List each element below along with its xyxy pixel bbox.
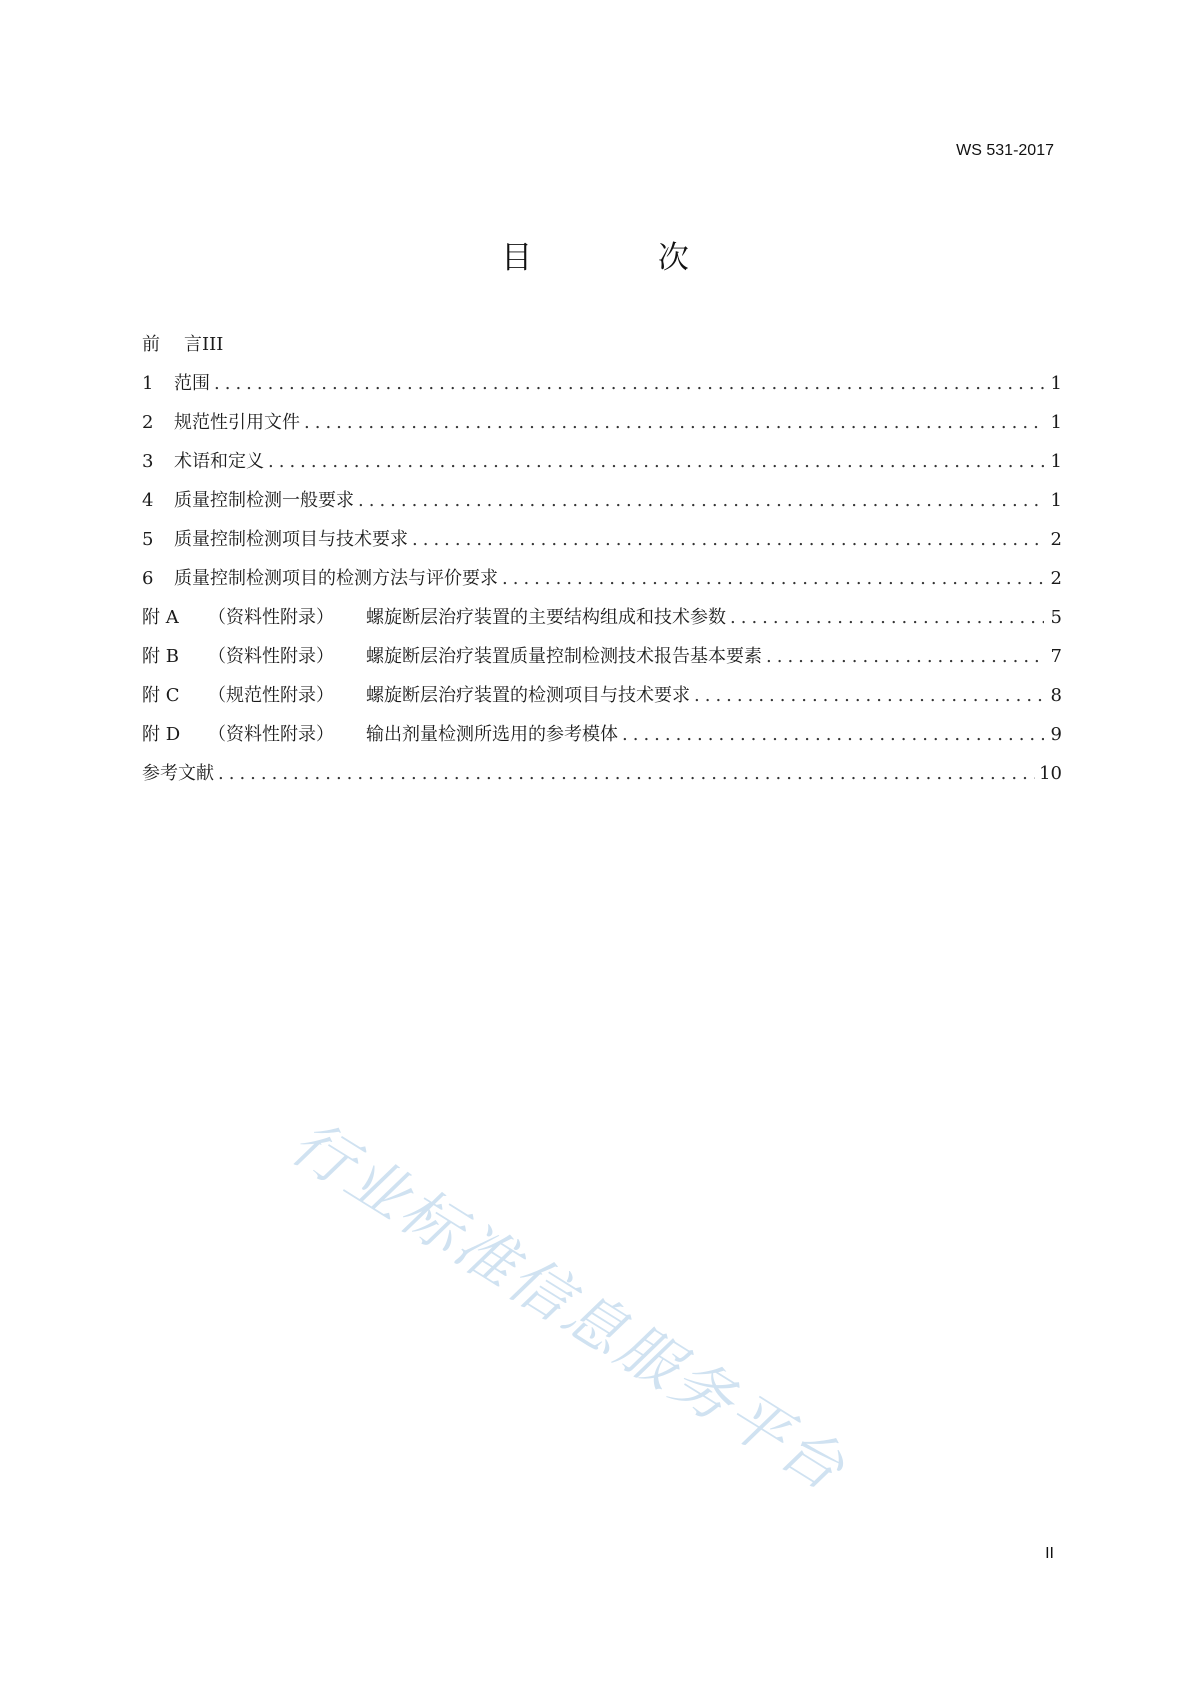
toc-annex-title: 螺旋断层治疗装置质量控制检测技术报告基本要素 bbox=[366, 646, 762, 667]
toc-entry-annex-c[interactable] bbox=[142, 681, 1062, 720]
toc-annex-title: 螺旋断层治疗装置的检测项目与技术要求 bbox=[366, 685, 690, 706]
toc-section-title: 规范性引用文件 bbox=[174, 412, 300, 433]
toc-dot-leader bbox=[694, 685, 1044, 706]
toc-dot-leader bbox=[730, 607, 1044, 628]
toc-annex-id: 附 D bbox=[142, 724, 181, 745]
toc-entry-2[interactable] bbox=[142, 408, 1062, 447]
toc-annex-type: （资料性附录） bbox=[208, 724, 334, 745]
toc-section-number: 1 bbox=[142, 373, 154, 394]
toc-preface-label-b: 言 bbox=[184, 334, 202, 355]
toc-page-number: 10 bbox=[1039, 763, 1062, 784]
toc-section-number: 4 bbox=[142, 490, 154, 511]
toc-page-number: 1 bbox=[1050, 373, 1062, 394]
toc-page-number: 5 bbox=[1050, 607, 1062, 628]
toc-dot-leader bbox=[214, 373, 1044, 394]
toc-entry-preface[interactable] bbox=[142, 330, 1062, 369]
toc-dot-leader bbox=[412, 529, 1044, 550]
toc-page-number: 7 bbox=[1050, 646, 1062, 667]
toc-page-number: 2 bbox=[1050, 529, 1062, 550]
toc-page-number: 2 bbox=[1050, 568, 1062, 589]
toc-entry-5[interactable] bbox=[142, 525, 1062, 564]
toc-annex-type: （资料性附录） bbox=[208, 646, 334, 667]
page-number: II bbox=[1045, 1545, 1054, 1562]
toc-preface-label-a: 前 bbox=[142, 334, 160, 355]
toc-page-number: 8 bbox=[1050, 685, 1062, 706]
toc-page-number: 1 bbox=[1050, 451, 1062, 472]
toc-dot-leader bbox=[268, 451, 1044, 472]
toc-annex-id: 附 B bbox=[142, 646, 179, 667]
toc-annex-type: （资料性附录） bbox=[208, 607, 334, 628]
toc-page-number: 1 bbox=[1050, 490, 1062, 511]
toc-entry-4[interactable] bbox=[142, 486, 1062, 525]
watermark: 行业标准信息服务平台 bbox=[278, 1107, 859, 1507]
toc-dot-leader bbox=[358, 490, 1044, 511]
toc-page-number: III bbox=[202, 334, 224, 355]
toc-page-number: 1 bbox=[1050, 412, 1062, 433]
toc-annex-title: 螺旋断层治疗装置的主要结构组成和技术参数 bbox=[366, 607, 726, 628]
toc-dot-leader bbox=[622, 724, 1044, 745]
standard-code: WS 531-2017 bbox=[956, 142, 1054, 159]
toc-annex-title: 输出剂量检测所选用的参考模体 bbox=[366, 724, 618, 745]
toc-annex-type: （规范性附录） bbox=[208, 685, 334, 706]
toc-section-number: 5 bbox=[142, 529, 154, 550]
toc-entry-3[interactable] bbox=[142, 447, 1062, 486]
toc-annex-id: 附 A bbox=[142, 607, 179, 628]
toc-dot-leader bbox=[218, 763, 1035, 784]
toc-section-number: 2 bbox=[142, 412, 154, 433]
toc-section-title: 质量控制检测项目与技术要求 bbox=[174, 529, 408, 550]
toc-annex-id: 附 C bbox=[142, 685, 180, 706]
toc-section-title: 术语和定义 bbox=[174, 451, 264, 472]
toc-entry-annex-a[interactable] bbox=[142, 603, 1062, 642]
toc-entry-annex-b[interactable] bbox=[142, 642, 1062, 681]
toc-bibliography-title: 参考文献 bbox=[142, 763, 214, 784]
toc-entry-bibliography[interactable] bbox=[142, 759, 1062, 798]
toc-dot-leader bbox=[766, 646, 1044, 667]
toc-section-title: 质量控制检测一般要求 bbox=[174, 490, 354, 511]
table-of-contents bbox=[142, 330, 1062, 798]
toc-dot-leader bbox=[304, 412, 1044, 433]
toc-section-number: 3 bbox=[142, 451, 154, 472]
toc-page-number: 9 bbox=[1050, 724, 1062, 745]
toc-entry-1[interactable] bbox=[142, 369, 1062, 408]
page-title: 目 次 bbox=[501, 240, 747, 276]
toc-section-title: 质量控制检测项目的检测方法与评价要求 bbox=[174, 568, 498, 589]
toc-entry-6[interactable] bbox=[142, 564, 1062, 603]
toc-section-title: 范围 bbox=[174, 373, 210, 394]
toc-dot-leader bbox=[502, 568, 1044, 589]
toc-entry-annex-d[interactable] bbox=[142, 720, 1062, 759]
toc-section-number: 6 bbox=[142, 568, 154, 589]
